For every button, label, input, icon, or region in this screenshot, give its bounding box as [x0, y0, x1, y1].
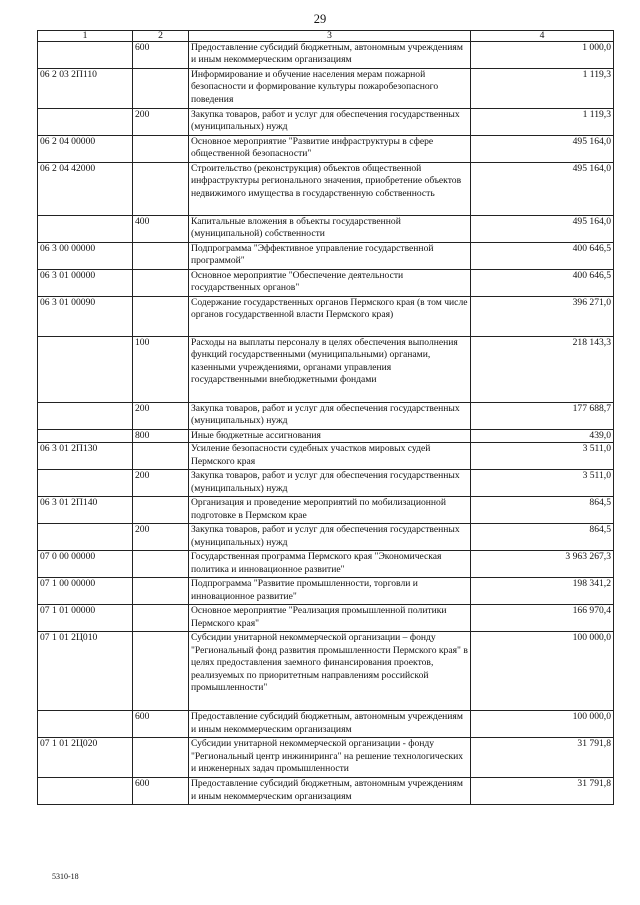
- expense-type-cell: [133, 578, 189, 605]
- budget-code-cell: [38, 470, 133, 497]
- budget-code-cell: 07 1 00 00000: [38, 578, 133, 605]
- expense-type-cell: 200: [133, 109, 189, 136]
- budget-code-cell: [38, 42, 133, 69]
- budget-code-cell: 07 0 00 00000: [38, 551, 133, 578]
- expense-type-cell: 600: [133, 778, 189, 805]
- budget-code-cell: [38, 403, 133, 430]
- table-row: [38, 605, 614, 632]
- item-name-cell: Субсидии унитарной некоммерческой организации - фонду "Региональный центр инжиниринга" на решение технологических и инженерных задач промышленности: [189, 738, 471, 778]
- item-name-cell: Информирование и обучение населения мерам пожарной безопасности и формирование культуры пожаробезопасного поведения: [189, 69, 471, 109]
- table-row: [38, 497, 614, 524]
- amount-cell: 400 646,5: [471, 270, 614, 297]
- amount-cell: 495 164,0: [471, 163, 614, 216]
- budget-code-cell: [38, 337, 133, 403]
- item-name-cell: Закупка товаров, работ и услуг для обеспечения государственных (муниципальных) нужд: [189, 470, 471, 497]
- expense-type-cell: 600: [133, 42, 189, 69]
- item-name-cell: Закупка товаров, работ и услуг для обеспечения государственных (муниципальных) нужд: [189, 109, 471, 136]
- budget-table: [37, 30, 614, 805]
- table-row: [38, 524, 614, 551]
- item-name-cell: Предоставление субсидий бюджетным, автономным учреждениям и иным некоммерческим организациям: [189, 778, 471, 805]
- item-name-cell: Иные бюджетные ассигнования: [189, 430, 471, 443]
- column-header: 2: [133, 31, 189, 42]
- item-name-cell: Закупка товаров, работ и услуг для обеспечения государственных (муниципальных) нужд: [189, 524, 471, 551]
- table-row: [38, 136, 614, 163]
- budget-code-cell: 07 1 01 2Ц010: [38, 632, 133, 711]
- table-row: [38, 551, 614, 578]
- amount-cell: 31 791,8: [471, 738, 614, 778]
- item-name-cell: Расходы на выплаты персоналу в целях обеспечения выполнения функций государственными (муниципальными) органами, казенными учреждениями, органами управления государственными внебюджетными фондами: [189, 337, 471, 403]
- page-number: 29: [313, 12, 327, 26]
- item-name-cell: Закупка товаров, работ и услуг для обеспечения государственных (муниципальных) нужд: [189, 403, 471, 430]
- table-row: [38, 42, 614, 69]
- document-code: 5310-18: [52, 872, 79, 881]
- amount-cell: 198 341,2: [471, 578, 614, 605]
- item-name-cell: Усиление безопасности судебных участков мировых судей Пермского края: [189, 443, 471, 470]
- column-header: 1: [38, 31, 133, 42]
- expense-type-cell: [133, 243, 189, 270]
- item-name-cell: Подпрограмма "Эффективное управление государственной программой": [189, 243, 471, 270]
- item-name-cell: Основное мероприятие "Реализация промышленной политики Пермского края": [189, 605, 471, 632]
- expense-type-cell: [133, 497, 189, 524]
- table-row: [38, 243, 614, 270]
- amount-cell: 495 164,0: [471, 216, 614, 243]
- budget-code-cell: [38, 778, 133, 805]
- item-name-cell: Подпрограмма "Развитие промышленности, торговли и инновационное развитие": [189, 578, 471, 605]
- amount-cell: 864,5: [471, 497, 614, 524]
- item-name-cell: Содержание государственных органов Пермского края (в том числе органов государственной власти Пермского края): [189, 297, 471, 337]
- amount-cell: 495 164,0: [471, 136, 614, 163]
- expense-type-cell: [133, 136, 189, 163]
- budget-code-cell: 06 3 01 2П140: [38, 497, 133, 524]
- table-row: [38, 216, 614, 243]
- table-row: [38, 430, 614, 443]
- budget-code-cell: [38, 430, 133, 443]
- table-row: [38, 470, 614, 497]
- budget-code-cell: 06 2 04 42000: [38, 163, 133, 216]
- amount-cell: 864,5: [471, 524, 614, 551]
- amount-cell: 3 511,0: [471, 443, 614, 470]
- amount-cell: 1 119,3: [471, 109, 614, 136]
- expense-type-cell: [133, 270, 189, 297]
- budget-code-cell: 07 1 01 00000: [38, 605, 133, 632]
- amount-cell: 100 000,0: [471, 711, 614, 738]
- table-row: [38, 270, 614, 297]
- expense-type-cell: [133, 297, 189, 337]
- budget-code-cell: [38, 711, 133, 738]
- budget-code-cell: [38, 216, 133, 243]
- expense-type-cell: 200: [133, 524, 189, 551]
- table-row: [38, 69, 614, 109]
- expense-type-cell: [133, 69, 189, 109]
- budget-code-cell: 07 1 01 2Ц020: [38, 738, 133, 778]
- table-row: [38, 738, 614, 778]
- amount-cell: 3 511,0: [471, 470, 614, 497]
- budget-code-cell: [38, 109, 133, 136]
- amount-cell: 166 970,4: [471, 605, 614, 632]
- table-header-row: [38, 31, 614, 42]
- expense-type-cell: [133, 605, 189, 632]
- expense-type-cell: 200: [133, 403, 189, 430]
- item-name-cell: Основное мероприятие "Развитие инфраструктуры в сфере общественной безопасности": [189, 136, 471, 163]
- amount-cell: 31 791,8: [471, 778, 614, 805]
- amount-cell: 3 963 267,3: [471, 551, 614, 578]
- item-name-cell: Предоставление субсидий бюджетным, автономным учреждениям и иным некоммерческим организациям: [189, 42, 471, 69]
- amount-cell: 218 143,3: [471, 337, 614, 403]
- column-header: 3: [189, 31, 471, 42]
- table-row: [38, 711, 614, 738]
- item-name-cell: Капитальные вложения в объекты государственной (муниципальной) собственности: [189, 216, 471, 243]
- column-header: 4: [471, 31, 614, 42]
- table-row: [38, 337, 614, 403]
- table-row: [38, 578, 614, 605]
- table-row: [38, 109, 614, 136]
- item-name-cell: Государственная программа Пермского края "Экономическая политика и инновационное развитие": [189, 551, 471, 578]
- expense-type-cell: [133, 632, 189, 711]
- expense-type-cell: [133, 738, 189, 778]
- expense-type-cell: 400: [133, 216, 189, 243]
- item-name-cell: Предоставление субсидий бюджетным, автономным учреждениям и иным некоммерческим организациям: [189, 711, 471, 738]
- budget-code-cell: 06 3 01 00090: [38, 297, 133, 337]
- amount-cell: 396 271,0: [471, 297, 614, 337]
- amount-cell: 1 000,0: [471, 42, 614, 69]
- amount-cell: 100 000,0: [471, 632, 614, 711]
- table-row: [38, 778, 614, 805]
- amount-cell: 439,0: [471, 430, 614, 443]
- amount-cell: 177 688,7: [471, 403, 614, 430]
- table-row: [38, 403, 614, 430]
- table-row: [38, 443, 614, 470]
- expense-type-cell: [133, 163, 189, 216]
- amount-cell: 1 119,3: [471, 69, 614, 109]
- budget-code-cell: 06 3 01 00000: [38, 270, 133, 297]
- item-name-cell: Основное мероприятие "Обеспечение деятельности государственных органов": [189, 270, 471, 297]
- expense-type-cell: 800: [133, 430, 189, 443]
- budget-code-cell: 06 2 04 00000: [38, 136, 133, 163]
- amount-cell: 400 646,5: [471, 243, 614, 270]
- expense-type-cell: 600: [133, 711, 189, 738]
- expense-type-cell: 100: [133, 337, 189, 403]
- expense-type-cell: [133, 551, 189, 578]
- expense-type-cell: [133, 443, 189, 470]
- item-name-cell: Субсидии унитарной некоммерческой организации – фонду "Региональный фонд развития промышленности Пермского края" в целях предоставления заемного финансирования проектов, реализуемых по приоритетным направлениям российской промышленности": [189, 632, 471, 711]
- budget-code-cell: 06 3 01 2П130: [38, 443, 133, 470]
- budget-code-cell: 06 2 03 2П110: [38, 69, 133, 109]
- budget-code-cell: 06 3 00 00000: [38, 243, 133, 270]
- table-row: [38, 297, 614, 337]
- table-row: [38, 163, 614, 216]
- table-row: [38, 632, 614, 711]
- budget-code-cell: [38, 524, 133, 551]
- item-name-cell: Организация и проведение мероприятий по мобилизационной подготовке в Пермском крае: [189, 497, 471, 524]
- item-name-cell: Строительство (реконструкция) объектов общественной инфраструктуры регионального значения, приобретение объектов недвижимого имущества в государственную собственность: [189, 163, 471, 216]
- expense-type-cell: 200: [133, 470, 189, 497]
